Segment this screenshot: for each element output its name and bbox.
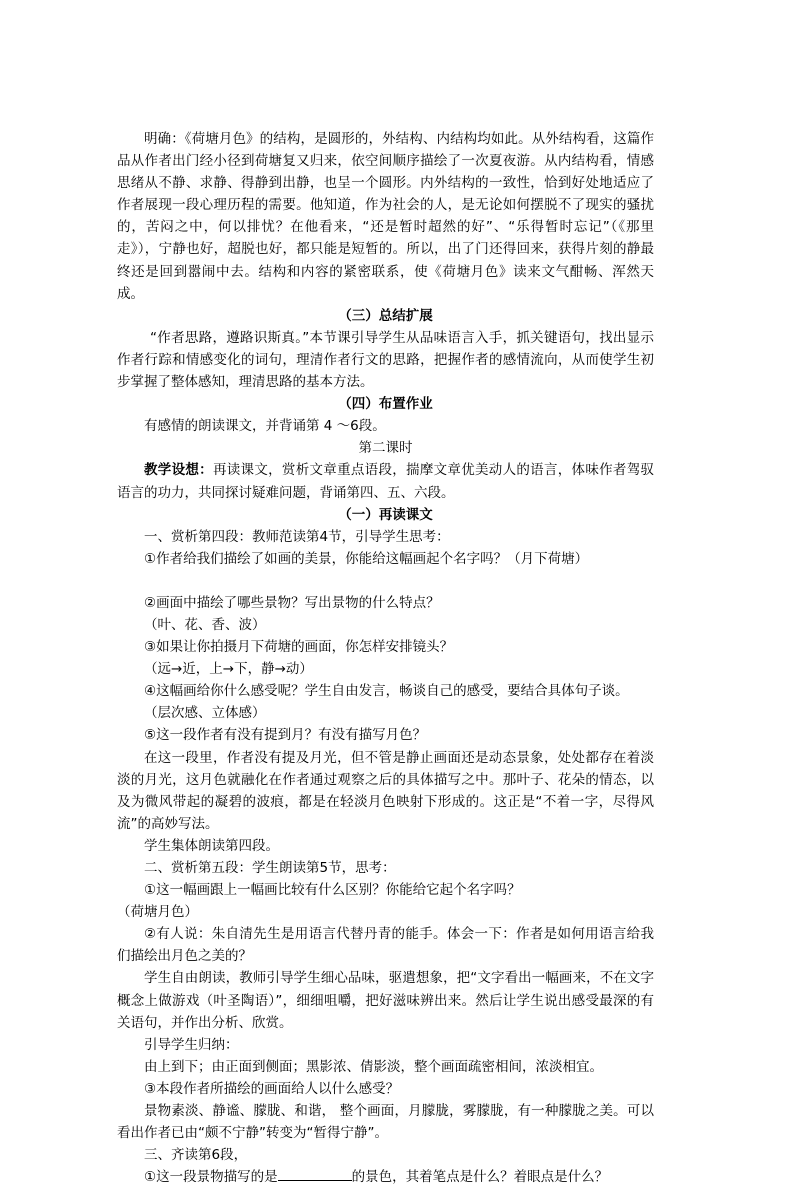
question-2-3: ③本段作者所描绘的画面给人以什么感受？ [144,1080,400,1097]
paragraph-structure-analysis: 明确：《荷塘月色》的结构，是圆形的，外结构、内结构均如此。从外结构看，这篇作品从作者出门经小径到荷塘复又归来，依空间顺序描绘了一次夏夜游。从内结构看，情感思绪从不静、求静、得静到出静，也呈一个圆形。内外结构的一致性，恰到好处地适应了作者展现一段心理历程的需要。他知道，作为社会的人，是无论如何摆脱不了现实的骚扰的，苦闷之中，何以排忧？在他看来，“还是暂时超然的好”、“乐得暂时忘记”（《那里走》），宁静也好，超脱也好，都只能是短暂的。所以，出了门还得回来，获得片刻的静最终还是回到嚣闹中去。结构和内容的紧密联系，使《荷塘月色》读来文气酣畅、浑然天成。 [117,131,654,302]
summary-prompt: 引导学生归纳： [144,1036,239,1053]
question-3-1-end: 的景色，其着笔点是什么？着眼点是什么？ [351,1169,609,1186]
question-1: ①作者给我们描绘了如画的美景，你能给这幅画起个名字吗？（月下荷塘） [144,550,589,567]
paragraph-summary: “作者思路，遵路识斯真。”本节课引导学生从品味语言入手，抓关键语句，找出显示作者行踪和情感变化的词句，理清作者行文的思路，把握作者的感情流向，从而使学生初步掌握了整体感知，理清思路的基本方法。 [117,329,654,391]
question-2: ②画面中描绘了哪些景物？写出景物的什么特点？ [144,594,440,611]
teaching-idea [117,459,654,503]
answer-2-3: 景物素淡、静谧、朦胧、和谐， 整个画面，月朦胧，雾朦胧，有一种朦胧之美。可以看出作者已由“颇不宁静”转变为“暂得宁静”。 [117,1103,654,1142]
question-4: ④这幅画给你什么感受呢？学生自由发言，畅谈自己的感受，要结合具体句子谈。 [144,683,629,700]
question-3: ③如果让你拍摄月下荷塘的画面，你怎样安排镜头？ [144,639,454,656]
teaching-idea-text: 再读课文，赏析文章重点语段，揣摩文章优美动人的语言，体味作者驾驭语言的功力，共同探讨疑难问题，背诵第四、五、六段。 [117,462,655,501]
group-reading: 学生集体朗读第四段。 [144,837,279,854]
free-reading-guide: 学生自由朗读，教师引导学生细心品味，驱遣想象，把“文字看出一幅画来，不在文字概念上做游戏（叶圣陶语）”，细细咀嚼，把好滋味辨出来。然后让学生说出感受最深的有关语句，并作出分析、欣赏。 [117,970,654,1031]
answer-4: （层次感、立体感） [144,705,266,722]
answer-2-1: （荷塘月色） [117,904,198,921]
summary-points: 由上到下；由正面到侧面；黑影浓、倩影淡，整个画面疏密相间，浓淡相宜。 [144,1058,603,1075]
spacer [117,570,654,592]
question-2-2: ②有人说：朱自清先生是用语言代替丹青的能手。体会一下：作者是如何用语言给我们描绘出月色之美的？ [117,926,654,965]
document-page [117,128,654,1188]
question-2-1: ①这一幅画跟上一幅画比较有什么区别？你能给它起个名字吗？ [144,882,521,899]
question-5: ⑤这一段作者有没有提到月？有没有描写月色？ [144,727,427,744]
fill-in-blank [278,1166,352,1181]
answer-3: （远→近，上→下，静→动） [144,661,313,678]
question-3-1-start: ①这一段景物描写的是 [144,1169,278,1186]
answer-5: 在这一段里，作者没有提及月光，但不管是静止画面还是动态景象，处处都存在着淡淡的月光，这月色就融化在作者通过观察之后的具体描写之中。那叶子、花朵的情态，以及为微风带起的凝碧的波痕，都是在轻淡月色映射下形成的。这正是“不着一字，尽得风流”的高妙写法。 [117,749,654,832]
answer-2: （叶、花、香、波） [144,616,266,633]
heading-reread: （一）再读课文 [338,506,433,523]
homework-text: 有感情的朗读课文，并背诵第 4 ～6段。 [144,418,386,435]
section-three-title: 三、齐读第6段， [144,1147,248,1164]
heading-homework: （四）布置作业 [338,396,433,413]
section-two-title: 二、赏析第五段：学生朗读第5节，思考： [144,860,396,876]
heading-second-lesson: 第二课时 [358,440,413,457]
teaching-idea-label: 教学设想： [144,462,213,479]
heading-summary: （三）总结扩展 [338,307,433,324]
question-3-1 [117,1166,654,1188]
section-one-title: 一、赏析第四段：教师范读第4节，引导学生思考： [144,528,450,545]
